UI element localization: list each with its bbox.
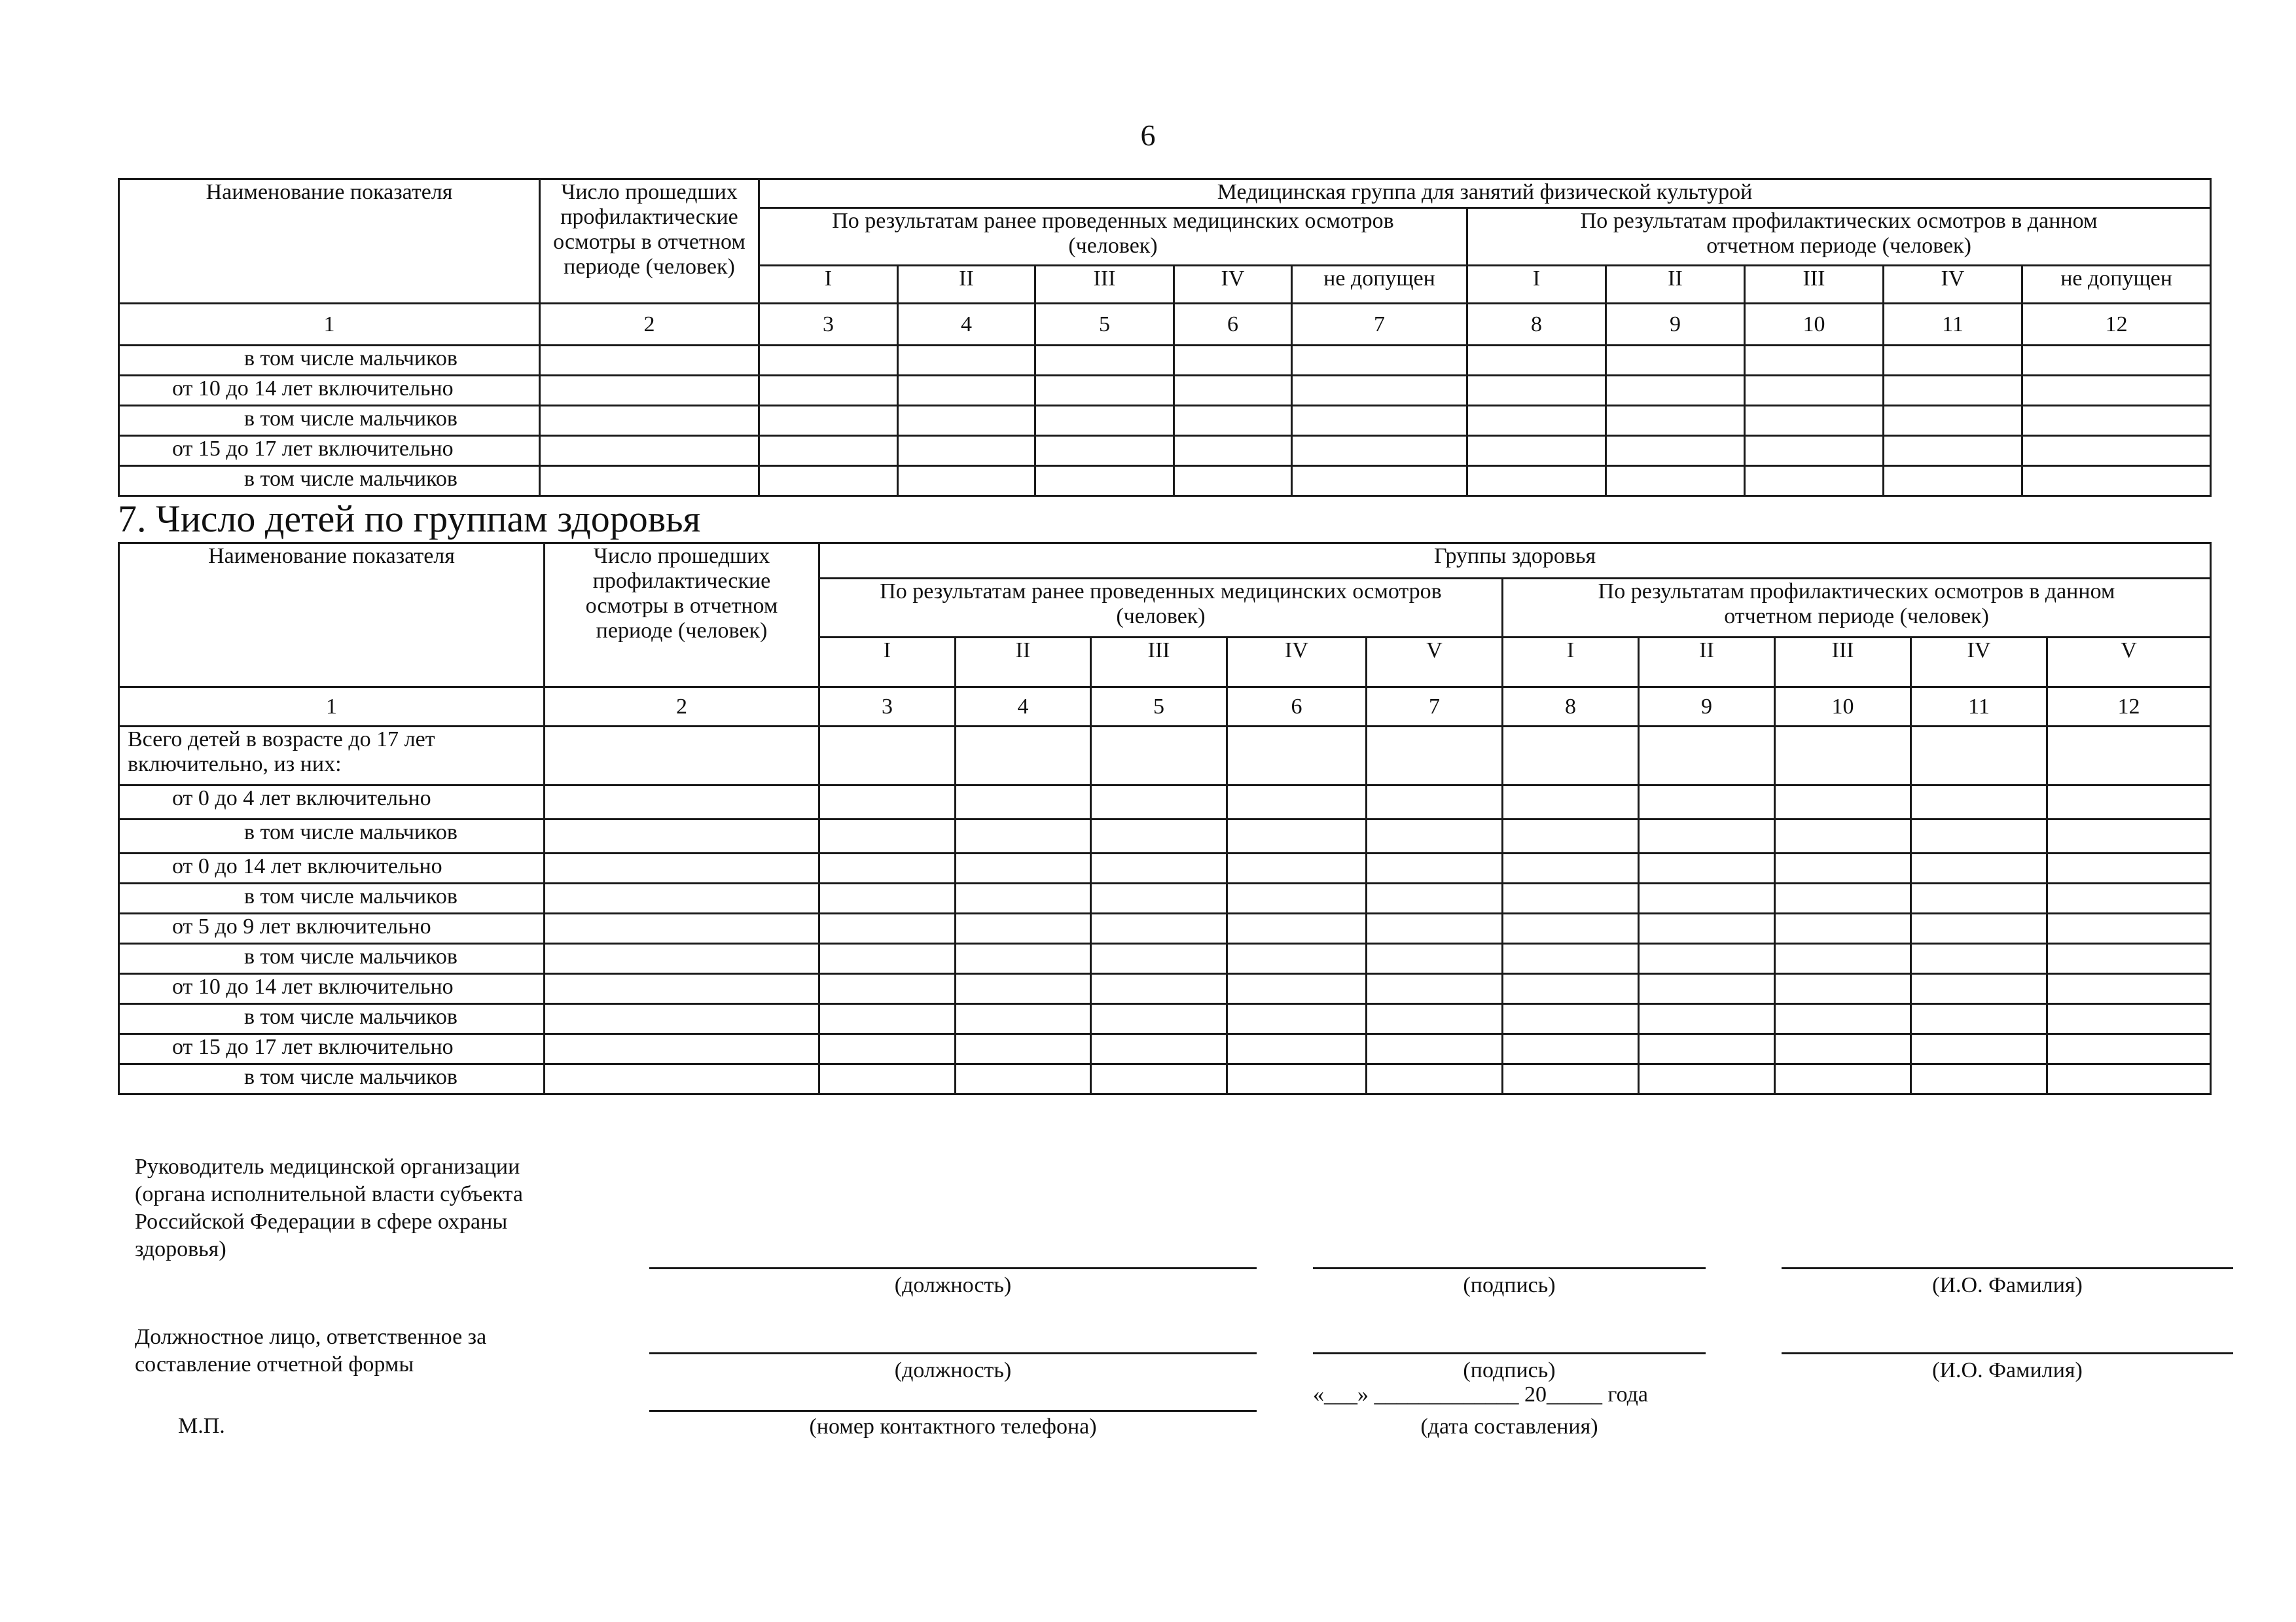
data-cell[interactable] [1775, 974, 1911, 1004]
date-caption: (дата составления) [1420, 1415, 1598, 1439]
health-groups-table [118, 542, 2212, 1095]
data-cell[interactable] [545, 1004, 819, 1034]
official-position-line[interactable] [649, 1352, 1257, 1354]
data-cell[interactable] [1775, 1034, 1911, 1064]
table-row [119, 884, 2211, 914]
official-name-caption: (И.О. Фамилия) [1932, 1358, 2083, 1382]
data-cell[interactable] [1467, 436, 1606, 466]
data-cell[interactable] [1911, 854, 2047, 884]
table-row [119, 406, 2211, 436]
subheader-curr-group: V [2047, 638, 2211, 687]
data-cell[interactable] [1606, 406, 1745, 436]
data-cell[interactable] [545, 1064, 819, 1094]
data-cell[interactable] [956, 820, 1091, 854]
data-cell[interactable] [898, 436, 1035, 466]
data-cell[interactable] [956, 785, 1091, 820]
data-cell[interactable] [1227, 974, 1367, 1004]
data-cell[interactable] [1367, 1004, 1503, 1034]
data-cell[interactable] [1227, 1034, 1367, 1064]
row-label: в том числе мальчиков [119, 466, 540, 496]
data-cell[interactable] [1639, 727, 1775, 785]
row-label: от 10 до 14 лет включительно [119, 376, 540, 406]
table-row [119, 346, 2211, 376]
head-of-organization-label: Руководитель медицинской организации (органа исполнительной власти субъекта Российской Федерации в сфере охраны здоровья) [135, 1155, 523, 1261]
data-cell[interactable] [1091, 944, 1227, 974]
row-label: в том числе мальчиков [119, 1004, 545, 1034]
column-number: 8 [1467, 304, 1606, 346]
responsible-official-label: Должностное лицо, ответственное за составление отчетной формы [135, 1325, 487, 1377]
data-cell[interactable] [1367, 914, 1503, 944]
data-cell[interactable] [1292, 376, 1467, 406]
data-cell[interactable] [759, 466, 898, 496]
data-cell[interactable] [1503, 820, 1639, 854]
data-cell[interactable] [1606, 346, 1745, 376]
row-label: в том числе мальчиков [119, 406, 540, 436]
data-cell[interactable] [1367, 785, 1503, 820]
data-cell[interactable] [1503, 1034, 1639, 1064]
data-cell[interactable] [1503, 785, 1639, 820]
table-row [119, 785, 2211, 820]
row-label: в том числе мальчиков [119, 884, 545, 914]
data-cell[interactable] [1091, 820, 1227, 854]
data-cell[interactable] [1367, 974, 1503, 1004]
data-cell[interactable] [2047, 727, 2211, 785]
data-cell[interactable] [2047, 1034, 2211, 1064]
data-cell[interactable] [1367, 1034, 1503, 1064]
data-cell[interactable] [819, 1064, 956, 1094]
data-cell[interactable] [1035, 436, 1174, 466]
data-cell[interactable] [1174, 346, 1292, 376]
data-cell[interactable] [1035, 376, 1174, 406]
data-cell[interactable] [956, 914, 1091, 944]
data-cell[interactable] [1367, 884, 1503, 914]
data-cell[interactable] [898, 376, 1035, 406]
data-cell[interactable] [1911, 974, 2047, 1004]
head-signature-line[interactable] [1313, 1267, 1706, 1269]
data-cell[interactable] [1367, 727, 1503, 785]
data-cell[interactable] [1606, 466, 1745, 496]
column-number: 7 [1292, 304, 1467, 346]
data-cell[interactable] [1227, 727, 1367, 785]
data-cell[interactable] [1292, 406, 1467, 436]
subheader-curr-group: IV [1911, 638, 2047, 687]
data-cell[interactable] [2047, 1064, 2211, 1094]
column-number: 1 [119, 687, 545, 727]
data-cell[interactable] [1503, 727, 1639, 785]
section-title: 7. Число детей по группам здоровья [118, 497, 701, 540]
head-name-caption: (И.О. Фамилия) [1932, 1273, 2083, 1297]
subheader-curr-group: III [1775, 638, 1911, 687]
data-cell[interactable] [1292, 346, 1467, 376]
table-row [119, 820, 2211, 854]
data-cell[interactable] [2047, 820, 2211, 854]
data-cell[interactable] [759, 346, 898, 376]
column-number: 11 [1911, 687, 2047, 727]
data-cell[interactable] [1091, 914, 1227, 944]
data-cell[interactable] [819, 914, 956, 944]
data-cell[interactable] [540, 376, 759, 406]
data-cell[interactable] [819, 974, 956, 1004]
data-cell[interactable] [1775, 1064, 1911, 1094]
data-cell[interactable] [1775, 785, 1911, 820]
data-cell[interactable] [819, 820, 956, 854]
data-cell[interactable] [1367, 1064, 1503, 1094]
header-current-results: По результатам профилактических осмотров в данном отчетном периоде (человек) [1503, 579, 2211, 638]
column-number: 10 [1775, 687, 1911, 727]
column-number: 12 [2022, 304, 2211, 346]
official-position-caption: (должность) [894, 1358, 1012, 1382]
data-cell[interactable] [545, 974, 819, 1004]
column-number: 6 [1174, 304, 1292, 346]
data-cell[interactable] [2047, 854, 2211, 884]
column-number: 2 [545, 687, 819, 727]
data-cell[interactable] [1091, 854, 1227, 884]
header-previous-results: По результатам ранее проведенных медицинских осмотров (человек) [759, 208, 1467, 266]
data-cell[interactable] [1745, 406, 1884, 436]
data-cell[interactable] [1091, 1034, 1227, 1064]
row-label: в том числе мальчиков [119, 1064, 545, 1094]
data-cell[interactable] [1035, 346, 1174, 376]
data-cell[interactable] [1639, 944, 1775, 974]
official-name-line[interactable] [1782, 1352, 2233, 1354]
phone-line[interactable] [649, 1410, 1257, 1412]
data-cell[interactable] [1091, 727, 1227, 785]
data-cell[interactable] [819, 884, 956, 914]
data-cell[interactable] [545, 914, 819, 944]
column-number: 3 [819, 687, 956, 727]
data-cell[interactable] [759, 406, 898, 436]
data-cell[interactable] [1503, 1004, 1639, 1034]
data-cell[interactable] [2047, 884, 2211, 914]
subheader-prev-group: I [759, 266, 898, 304]
data-cell[interactable] [2047, 914, 2211, 944]
data-cell[interactable] [1775, 820, 1911, 854]
data-cell[interactable] [1639, 785, 1775, 820]
subheader-prev-group: III [1035, 266, 1174, 304]
data-cell[interactable] [540, 346, 759, 376]
data-cell[interactable] [819, 1034, 956, 1064]
subheader-prev-group: II [956, 638, 1091, 687]
data-cell[interactable] [956, 854, 1091, 884]
data-cell[interactable] [545, 727, 819, 785]
header-examined-count: Число прошедших профилактические осмотры в отчетном периоде (человек) [540, 179, 759, 304]
data-cell[interactable] [1503, 1064, 1639, 1094]
subheader-curr-group: II [1606, 266, 1745, 304]
data-cell[interactable] [1035, 466, 1174, 496]
data-cell[interactable] [1503, 944, 1639, 974]
page-number: 6 [1140, 118, 1156, 152]
column-number: 7 [1367, 687, 1503, 727]
subheader-prev-group: I [819, 638, 956, 687]
data-cell[interactable] [1091, 1064, 1227, 1094]
data-cell[interactable] [956, 1064, 1091, 1094]
stamp-place-label: М.П. [178, 1414, 225, 1438]
data-cell[interactable] [1503, 974, 1639, 1004]
row-label: в том числе мальчиков [119, 346, 540, 376]
subheader-curr-group: III [1745, 266, 1884, 304]
data-cell[interactable] [1367, 854, 1503, 884]
data-cell[interactable] [1639, 820, 1775, 854]
data-cell[interactable] [1174, 466, 1292, 496]
data-cell[interactable] [759, 436, 898, 466]
phone-caption: (номер контактного телефона) [809, 1415, 1097, 1439]
data-cell[interactable] [540, 466, 759, 496]
subheader-curr-group: II [1639, 638, 1775, 687]
data-cell[interactable] [1911, 1004, 2047, 1034]
data-cell[interactable] [1745, 436, 1884, 466]
subheader-prev-group: III [1091, 638, 1227, 687]
header-health-groups: Группы здоровья [819, 543, 2211, 579]
data-cell[interactable] [1911, 944, 2047, 974]
data-cell[interactable] [1091, 1004, 1227, 1034]
data-cell[interactable] [2047, 1004, 2211, 1034]
data-cell[interactable] [956, 944, 1091, 974]
data-cell[interactable] [2047, 785, 2211, 820]
data-cell[interactable] [1227, 944, 1367, 974]
header-medical-group: Медицинская группа для занятий физической культурой [759, 179, 2211, 208]
data-cell[interactable] [1639, 854, 1775, 884]
table-row [119, 1004, 2211, 1034]
table-row [119, 436, 2211, 466]
data-cell[interactable] [1174, 436, 1292, 466]
data-cell[interactable] [1035, 406, 1174, 436]
data-cell[interactable] [898, 466, 1035, 496]
subheader-prev-group: II [898, 266, 1035, 304]
table-row [119, 466, 2211, 496]
data-cell[interactable] [1606, 376, 1745, 406]
data-cell[interactable] [956, 1004, 1091, 1034]
data-cell[interactable] [1775, 1004, 1911, 1034]
data-cell[interactable] [540, 406, 759, 436]
data-cell[interactable] [1745, 466, 1884, 496]
header-indicator-name: Наименование показателя [119, 543, 545, 687]
data-cell[interactable] [819, 854, 956, 884]
data-cell[interactable] [1174, 406, 1292, 436]
data-cell[interactable] [1091, 884, 1227, 914]
data-cell[interactable] [1503, 884, 1639, 914]
data-cell[interactable] [1367, 820, 1503, 854]
data-cell[interactable] [1639, 914, 1775, 944]
data-cell[interactable] [1911, 1064, 2047, 1094]
physical-education-group-table [118, 178, 2212, 497]
data-cell[interactable] [1091, 785, 1227, 820]
data-cell[interactable] [1467, 406, 1606, 436]
official-signature-line[interactable] [1313, 1352, 1706, 1354]
data-cell[interactable] [1639, 974, 1775, 1004]
data-cell[interactable] [1292, 436, 1467, 466]
data-cell[interactable] [1503, 854, 1639, 884]
data-cell[interactable] [1091, 974, 1227, 1004]
data-cell[interactable] [1911, 914, 2047, 944]
subheader-prev-group: V [1367, 638, 1503, 687]
row-label: в том числе мальчиков [119, 820, 545, 854]
data-cell[interactable] [1775, 854, 1911, 884]
date-field[interactable]: «___» _____________ 20_____ года [1313, 1382, 1649, 1407]
column-number: 1 [119, 304, 540, 346]
subheader-curr-group: I [1503, 638, 1639, 687]
data-cell[interactable] [545, 944, 819, 974]
data-cell[interactable] [545, 785, 819, 820]
table-row [119, 376, 2211, 406]
data-cell[interactable] [819, 785, 956, 820]
header-previous-results: По результатам ранее проведенных медицинских осмотров (человек) [819, 579, 1503, 638]
data-cell[interactable] [1911, 884, 2047, 914]
data-cell[interactable] [956, 884, 1091, 914]
column-number: 10 [1745, 304, 1884, 346]
table-row [119, 854, 2211, 884]
data-cell[interactable] [1884, 436, 2022, 466]
data-cell[interactable] [956, 1034, 1091, 1064]
data-cell[interactable] [956, 727, 1091, 785]
column-number: 3 [759, 304, 898, 346]
data-cell[interactable] [1639, 1064, 1775, 1094]
data-cell[interactable] [1911, 820, 2047, 854]
data-cell[interactable] [1911, 785, 2047, 820]
data-cell[interactable] [2022, 406, 2211, 436]
data-cell[interactable] [1775, 727, 1911, 785]
data-cell[interactable] [1227, 1004, 1367, 1034]
column-number: 6 [1227, 687, 1367, 727]
data-cell[interactable] [1292, 466, 1467, 496]
data-cell[interactable] [1467, 346, 1606, 376]
data-cell[interactable] [2022, 376, 2211, 406]
data-cell[interactable] [1503, 914, 1639, 944]
data-cell[interactable] [1606, 436, 1745, 466]
data-cell[interactable] [1639, 884, 1775, 914]
table-row [119, 1064, 2211, 1094]
column-number: 5 [1035, 304, 1174, 346]
data-cell[interactable] [1775, 914, 1911, 944]
data-cell[interactable] [1227, 1064, 1367, 1094]
table-row [119, 914, 2211, 944]
data-cell[interactable] [1227, 914, 1367, 944]
column-number: 12 [2047, 687, 2211, 727]
head-position-line[interactable] [649, 1267, 1257, 1269]
data-cell[interactable] [2047, 944, 2211, 974]
data-cell[interactable] [1884, 466, 2022, 496]
data-cell[interactable] [545, 884, 819, 914]
data-cell[interactable] [2022, 346, 2211, 376]
data-cell[interactable] [1367, 944, 1503, 974]
row-label: в том числе мальчиков [119, 944, 545, 974]
data-cell[interactable] [1884, 406, 2022, 436]
table-row [119, 1034, 2211, 1064]
data-cell[interactable] [2022, 436, 2211, 466]
subheader-prev-group: не допущен [1292, 266, 1467, 304]
official-signature-caption: (подпись) [1463, 1358, 1556, 1382]
header-examined-count: Число прошедших профилактические осмотры в отчетном периоде (человек) [545, 543, 819, 687]
data-cell[interactable] [545, 854, 819, 884]
head-name-line[interactable] [1782, 1267, 2233, 1269]
subheader-curr-group: I [1467, 266, 1606, 304]
data-cell[interactable] [1227, 820, 1367, 854]
row-label: от 10 до 14 лет включительно [119, 974, 545, 1004]
column-number: 8 [1503, 687, 1639, 727]
data-cell[interactable] [540, 436, 759, 466]
column-number: 9 [1606, 304, 1745, 346]
data-cell[interactable] [898, 406, 1035, 436]
column-number: 4 [956, 687, 1091, 727]
row-label: от 0 до 14 лет включительно [119, 854, 545, 884]
data-cell[interactable] [1467, 376, 1606, 406]
row-label: от 0 до 4 лет включительно [119, 785, 545, 820]
data-cell[interactable] [1467, 466, 1606, 496]
data-cell[interactable] [1227, 884, 1367, 914]
column-number: 11 [1884, 304, 2022, 346]
data-cell[interactable] [898, 346, 1035, 376]
table-row [119, 974, 2211, 1004]
data-cell[interactable] [1174, 376, 1292, 406]
column-number: 2 [540, 304, 759, 346]
data-cell[interactable] [1639, 1004, 1775, 1034]
row-label: от 5 до 9 лет включительно [119, 914, 545, 944]
data-cell[interactable] [545, 1034, 819, 1064]
subheader-curr-group: IV [1884, 266, 2022, 304]
subheader-prev-group: IV [1227, 638, 1367, 687]
column-number: 4 [898, 304, 1035, 346]
data-cell[interactable] [819, 944, 956, 974]
data-cell[interactable] [2047, 974, 2211, 1004]
row-label: от 15 до 17 лет включительно [119, 436, 540, 466]
column-number: 9 [1639, 687, 1775, 727]
header-current-results: По результатам профилактических осмотров в данном отчетном периоде (человек) [1467, 208, 2211, 266]
row-label: от 15 до 17 лет включительно [119, 1034, 545, 1064]
data-cell[interactable] [819, 1004, 956, 1034]
data-cell[interactable] [1227, 785, 1367, 820]
data-cell[interactable] [1775, 884, 1911, 914]
data-cell[interactable] [545, 820, 819, 854]
data-cell[interactable] [1911, 727, 2047, 785]
head-position-caption: (должность) [894, 1273, 1012, 1297]
data-cell[interactable] [956, 974, 1091, 1004]
data-cell[interactable] [1639, 1034, 1775, 1064]
data-cell[interactable] [1745, 376, 1884, 406]
table-row [119, 727, 2211, 785]
data-cell[interactable] [1775, 944, 1911, 974]
data-cell[interactable] [1745, 346, 1884, 376]
data-cell[interactable] [1227, 854, 1367, 884]
subheader-curr-group: не допущен [2022, 266, 2211, 304]
data-cell[interactable] [759, 376, 898, 406]
row-label: Всего детей в возрасте до 17 лет включительно, из них: [119, 727, 545, 785]
subheader-prev-group: IV [1174, 266, 1292, 304]
head-signature-caption: (подпись) [1463, 1273, 1556, 1297]
data-cell[interactable] [1884, 346, 2022, 376]
data-cell[interactable] [1911, 1034, 2047, 1064]
data-cell[interactable] [819, 727, 956, 785]
column-number: 5 [1091, 687, 1227, 727]
table-row [119, 944, 2211, 974]
header-indicator-name: Наименование показателя [119, 179, 540, 304]
data-cell[interactable] [1884, 376, 2022, 406]
data-cell[interactable] [2022, 466, 2211, 496]
